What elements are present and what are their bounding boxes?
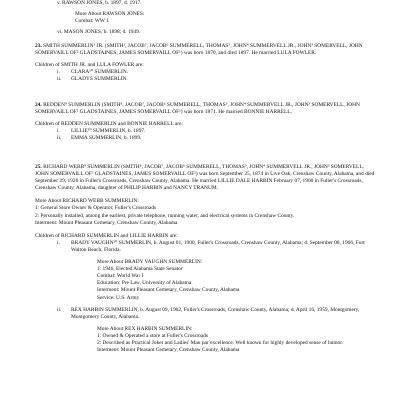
entry-text: SMITH SUMMERLIN³ JR. (SMITH², JACOB⁷, JACOB⁶ SUMMERELL, THOMAS⁵, JOHN⁴ SUMMERVELL JR., JOHN³ SOMERVELL, JOHN SOMERVAILL OF² GLADSTAINES, JAMES SOMERVAILL OF¹) was born 1870, and died 1897. He married LULA FOWLER. [35, 43, 363, 57]
detail-line: Combat: WW 1 [75, 18, 109, 25]
detail-line: Service: U.S. Army [97, 294, 140, 301]
children-heading: Children of SMITH JR. and LULA FOWLER are: [35, 62, 144, 69]
detail-line: Combat: World War I [97, 273, 144, 280]
list-item [35, 128, 378, 135]
child-text: REX HARBIN SUMMERLIN, b. August 09, 1902, Fuller's Crossroads, Crenshaw County, Alabama; d. April 16, 1959, Montgomery, Montgomery County, Alabama. [71, 306, 360, 320]
more-about-heading: More About REX HARBIN SUMMERLIN: [97, 325, 193, 332]
children-heading: Children of REDDEN SUMMERLIN and BONNIE HARRELL are: [35, 121, 183, 128]
detail-line: 2: Described as Practical Joker and Ladies' Man par excellence. Well known for highly developed sense of humor. [97, 339, 344, 346]
detail-line: Education: Pre Law, University of Alabama [97, 280, 192, 287]
detail-line: 2: Personally installed, among the earliest, private telephone, running water, and electrical systems in Crenshaw County. [35, 212, 295, 219]
roman-numeral: ii. [57, 135, 62, 142]
child-more-about [35, 326, 378, 354]
entry-paragraph [35, 43, 378, 57]
top-section [35, 0, 378, 36]
roman-numeral: i. [57, 239, 60, 246]
detail-line: 1: 1946, Elected Alabama State Senator [97, 266, 183, 273]
entry-text: RICHARD WEBB⁹ SUMMERLIN (SMITH⁸, JACOB⁷, JACOB⁶ SUMMERELL, THOMAS⁵, JOHN⁴ SUMMERVELL JR., JOHN³ SOMERVELL, JOHN SOMERVAILL OF² GLADSTAINES, JAMES SOMERVAILL OF¹) was born September 25, 1874 in Live Oak, Crenshaw County, Alabama, and died September 29, 1926 in Fuller's Crossroads, Crenshaw County, Alabama. He married LILLIE DALE HARBIN February 07, 1900 in Fuller's Crossroads, Crenshaw County, Alabama, daughter of PHILIP HARBIN and NANCY TRANUM. [35, 164, 375, 192]
roman-numeral: ii. [57, 76, 62, 83]
child-name: LILLIE¹⁰ SUMMERLIN, b. 1897. [71, 128, 146, 135]
child-line: v. RAWSON JONES, b. 1897, d. 1917. [57, 0, 142, 6]
entry-text: REDDEN⁹ SUMMERLIN (SMITH⁸, JACOB⁷, JACOB⁶ SUMMERELL, THOMAS⁵, JOHN⁴ SUMMERVELL JR., JOHN³ SOMERVELL, JOHN SOMERVAILL OF² GLADSTAINES, JAMES SOMERVAILL OF¹) was born 1871. He married BONNIE HARRELL. [35, 102, 360, 116]
roman-numeral: i. [57, 128, 60, 135]
entry-number: 23. [35, 43, 42, 49]
detail-line: 1: Owned & Operated a store at Fuller's Crossroads [97, 332, 209, 339]
entry-paragraph [35, 102, 378, 116]
entry-25 [35, 164, 378, 354]
list-item [35, 307, 378, 321]
child-text: BRADY VAUGHN¹⁰ SUMMERLIN, b. August 01, 1900, Fuller's Crossroads, Crenshaw County, Alabama; d. September 08, 1966, Fort Walton Beach, Florida. [71, 239, 365, 253]
child-name: GLADYS SUMMERLIN. [71, 76, 128, 83]
list-item [35, 135, 378, 142]
detail-line: Interment: Mount Pleasant Cemetary, Crenshaw County, Alabama [97, 347, 240, 354]
list-item [35, 240, 378, 254]
entry-paragraph [35, 164, 378, 192]
detail-line: Interment: Mount Pleasant Cemetary, Crenshaw County, Alabama [97, 287, 240, 294]
children-heading: Children of RICHARD SUMMERLIN and LILLIE HARBIN are: [35, 232, 178, 239]
more-about-heading: More About RICHARD WEBB SUMMERLIN: [35, 198, 139, 205]
roman-numeral: ii. [57, 306, 62, 313]
entry-23 [35, 43, 378, 83]
child-name: EMMA SUMMERLIN, b. 1899. [71, 135, 142, 142]
roman-numeral: i. [57, 69, 60, 76]
entry-number: 25. [35, 164, 42, 170]
list-item [35, 69, 378, 76]
entry-number: 24. [35, 102, 42, 108]
entry-24 [35, 102, 378, 142]
detail-line: 1: General Store Owner & Operator, Fuller's Crossroads [35, 205, 157, 212]
child-line: vi. MASON JONES, b. 1898; d. 1949. [57, 29, 141, 36]
child-more-about [35, 259, 378, 302]
more-about-heading: More About BRADY VAUGHN SUMMERLIN: [97, 259, 203, 266]
detail-line: Interment: Mount Pleasant Cemetary, Crenshaw County, Alabama [35, 219, 178, 226]
child-name: CLARA¹⁰ SUMMERLIN. [71, 69, 129, 76]
more-about-heading: More About RAWSON JONES: [75, 11, 145, 18]
list-item [35, 76, 378, 83]
